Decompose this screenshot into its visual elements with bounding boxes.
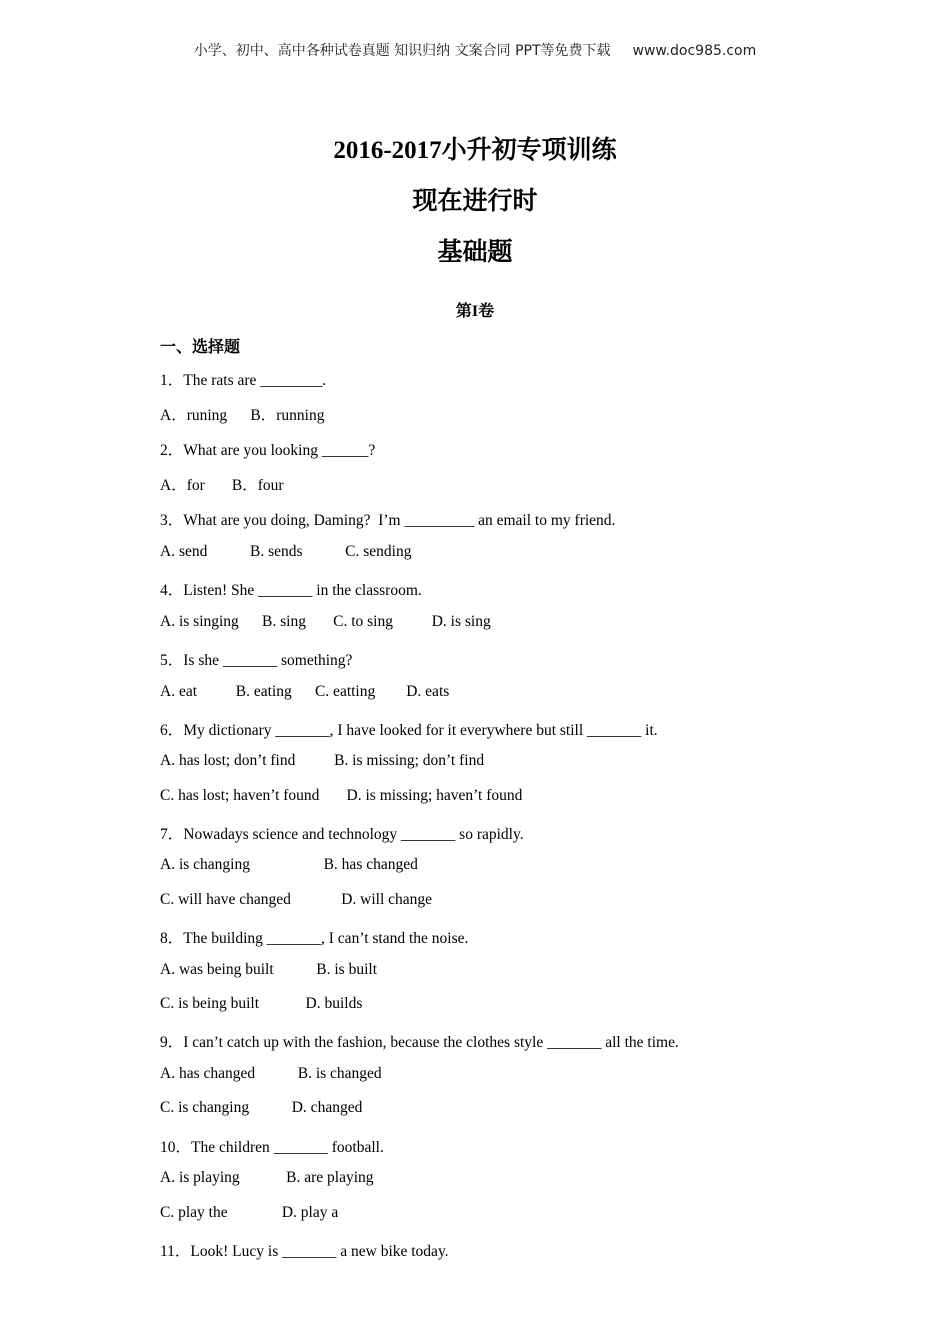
question-11: 11．Look! Lucy is _______ a new bike today.	[160, 1243, 449, 1260]
question-1: 1．The rats are ________.	[160, 372, 327, 389]
options-8-ab: A. was being built B. is built	[160, 961, 377, 978]
document-title: 2016-2017小升初专项训练	[333, 137, 617, 164]
options-6-cd: C. has lost; haven’t found D. is missing; haven’t found	[160, 787, 523, 804]
question-10: 10．The children _______ football.	[160, 1139, 384, 1156]
section-heading: 一、选择题	[160, 339, 241, 356]
question-3: 3．What are you doing, Daming? I’m _________ an email to my friend.	[160, 512, 616, 529]
question-6: 6．My dictionary _______, I have looked for it everywhere but still _______ it.	[160, 722, 658, 739]
header-text: 小学、初中、高中各种试卷真题 知识归纳 文案合同 PPT等免费下载	[193, 43, 611, 59]
question-4: 4．Listen! She _______ in the classroom.	[160, 582, 422, 599]
options-10-cd: C. play the D. play a	[160, 1204, 339, 1221]
options-3: A. send B. sends C. sending	[160, 543, 412, 560]
options-1: A．runing B．running	[160, 407, 325, 424]
document-level-title: 基础题	[437, 239, 513, 266]
document-subtitle: 现在进行时	[412, 188, 538, 215]
options-7-cd: C. will have changed D. will change	[160, 891, 433, 908]
header-site: www.doc985.com	[632, 43, 757, 59]
question-2: 2．What are you looking ______?	[160, 442, 376, 459]
options-5: A. eat B. eating C. eatting D. eats	[160, 683, 450, 700]
options-2: A．for B．four	[160, 477, 284, 494]
page-header	[0, 40, 950, 60]
options-8-cd: C. is being built D. builds	[160, 995, 363, 1012]
question-5: 5．Is she _______ something?	[160, 652, 353, 669]
volume-label: 第I卷	[455, 303, 495, 320]
options-9-cd: C. is changing D. changed	[160, 1099, 363, 1116]
options-9-ab: A. has changed B. is changed	[160, 1065, 382, 1082]
question-7: 7．Nowadays science and technology _______ so rapidly.	[160, 826, 524, 843]
options-7-ab: A. is changing B. has changed	[160, 856, 418, 873]
question-9: 9．I can’t catch up with the fashion, because the clothes style _______ all the time.	[160, 1034, 679, 1051]
options-6-ab: A. has lost; don’t find B. is missing; don’t find	[160, 752, 485, 769]
options-10-ab: A. is playing B. are playing	[160, 1169, 374, 1186]
question-8: 8．The building _______, I can’t stand the noise.	[160, 930, 469, 947]
options-4: A. is singing B. sing C. to sing D. is sing	[160, 613, 491, 630]
